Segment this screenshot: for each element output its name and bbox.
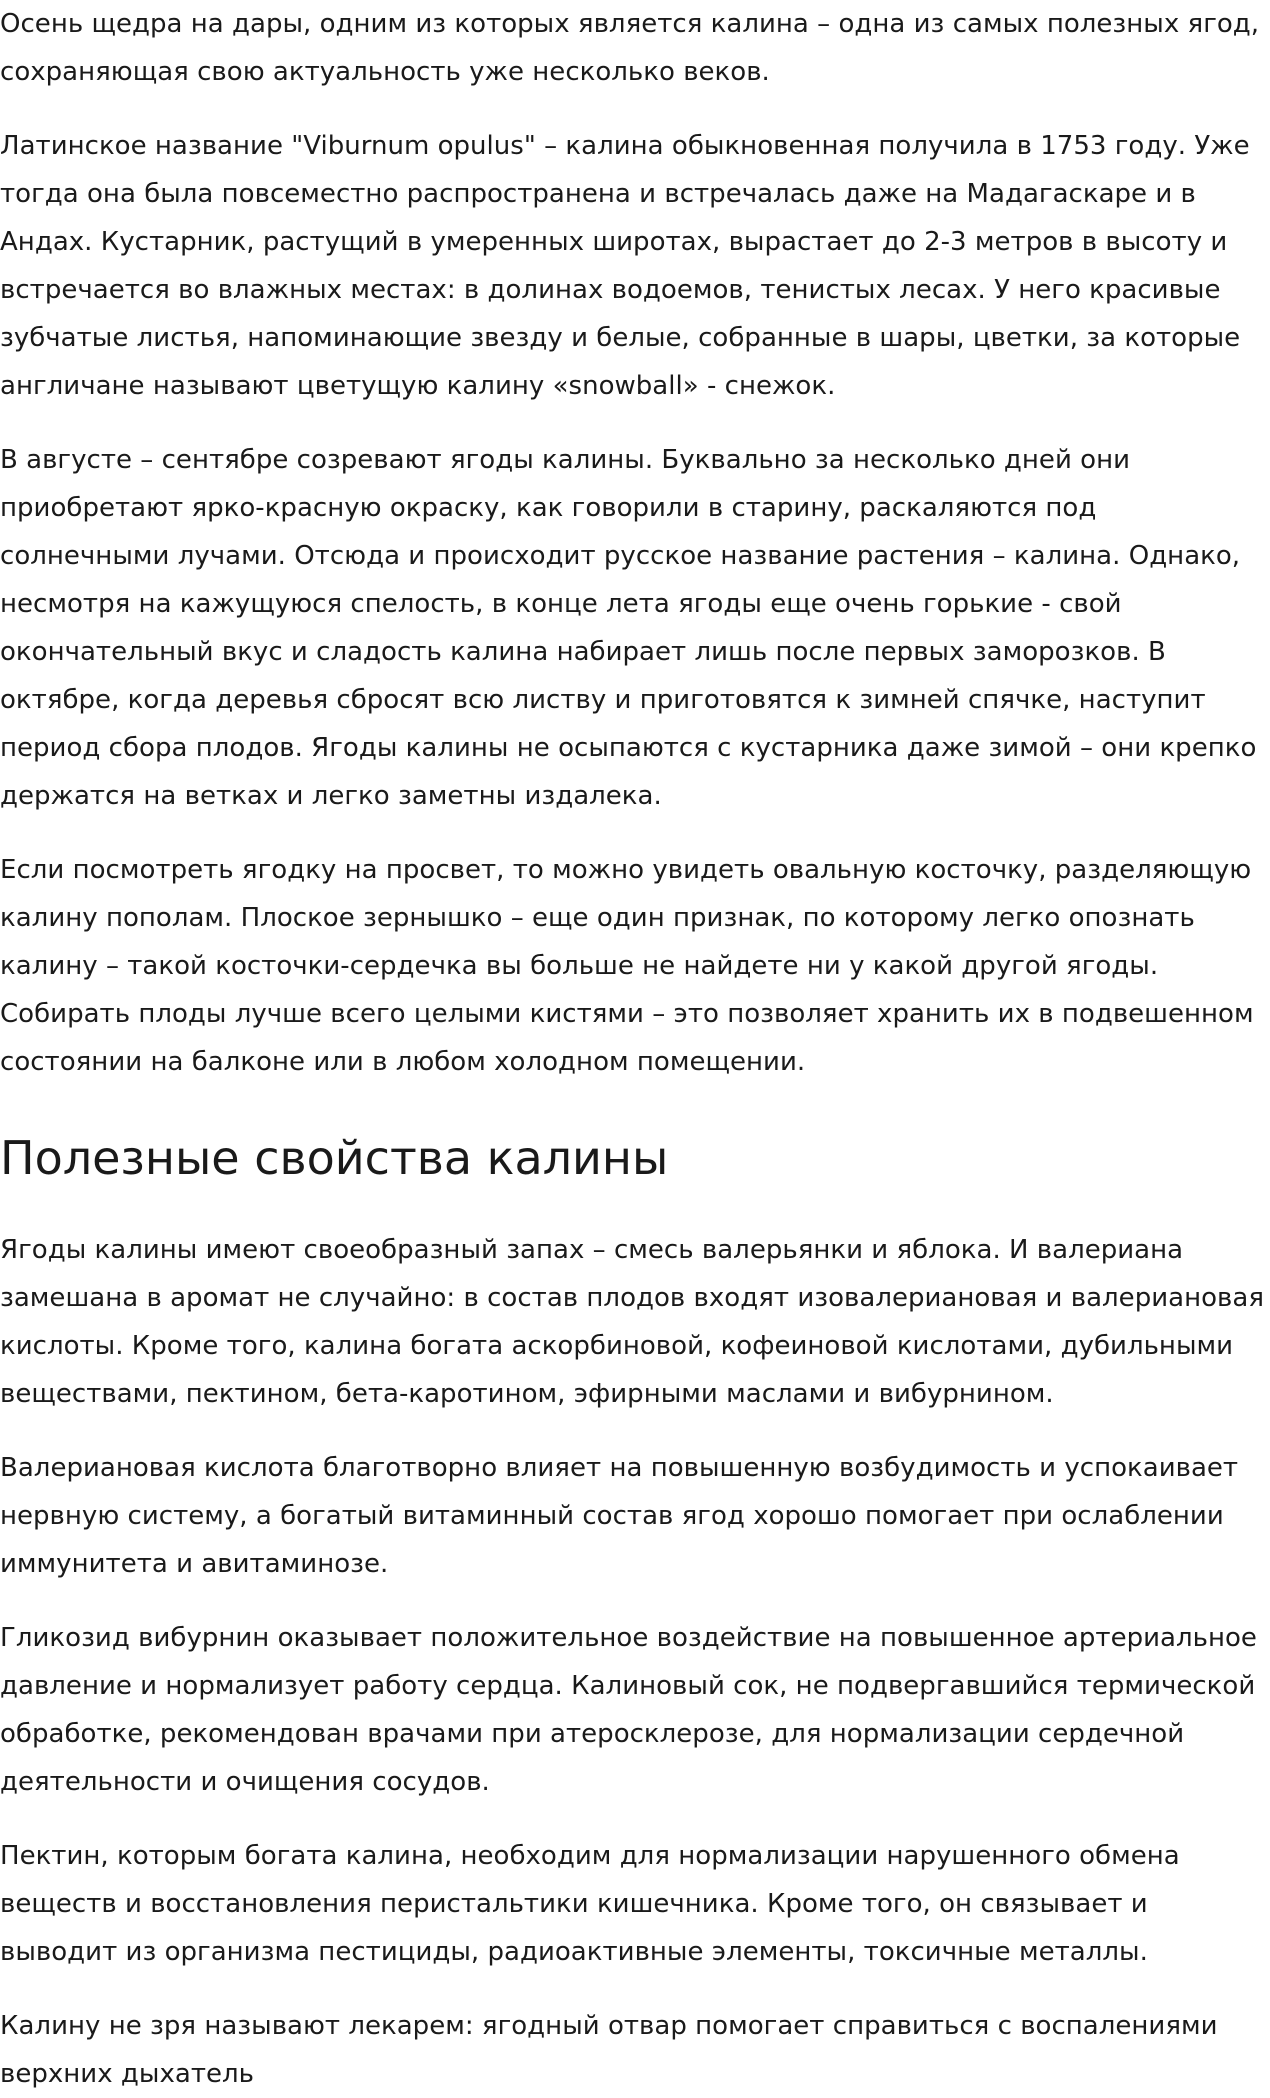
article-paragraph: Валериановая кислота благотворно влияет на повышенную возбудимость и успокаивает нервную систему, а богатый витаминный состав ягод хорошо помогает при ослаблении иммунитета и авитаминозе. xyxy=(0,1453,1239,1579)
article-paragraph: Пектин, которым богата калина, необходим для нормализации нарушенного обмена веществ и восстановления перистальтики кишечника. Кроме того, он связывает и выводит из организма пестициды, радиоактивные элементы, токсичные металлы. xyxy=(0,1841,1180,1967)
article-paragraph: Калину не зря называют лекарем: ягодный отвар помогает справиться с воспалениями верхних дыхатель xyxy=(0,2011,1218,2089)
article-paragraph: Гликозид вибурнин оказывает положительное воздействие на повышенное артериальное давление и нормализует работу сердца. Калиновый сок, не подвергавшийся термической обработке, рекомендован врачами при атеросклерозе, для нормализации сердечной деятельности и очищения сосудов. xyxy=(0,1623,1257,1797)
article-paragraph: Латинское название "Viburnum opulus" – калина обыкновенная получила в 1753 году. Уже тогда она была повсеместно распространена и встречалась даже на Мадагаскаре и в Андах. Кустарник, растущий в умеренных широтах, вырастает до 2-3 метров в высоту и встречается во влажных местах: в долинах водоемов, тенистых лесах. У него красивые зубчатые листья, напоминающие звезду и белые, собранные в шары, цветки, за которые англичане называют цветущую калину «snowball» - снежок. xyxy=(0,131,1250,401)
article-paragraph: Ягоды калины имеют своеобразный запах – смесь валерьянки и яблока. И валериана замешана в аромат не случайно: в состав плодов входят изовалериановая и валериановая кислоты. Кроме того, калина богата аскорбиновой, кофеиновой кислотами, дубильными веществами, пектином, бета-каротином, эфирными маслами и вибурнином. xyxy=(0,1235,1264,1409)
article-paragraph: В августе – сентябре созревают ягоды калины. Буквально за несколько дней они приобретают ярко-красную окраску, как говорили в старину, раскаляются под солнечными лучами. Отсюда и происходит русское название растения – калина. Однако, несмотря на кажущуюся спелость, в конце лета ягоды еще очень горькие - свой окончательный вкус и сладость калина набирает лишь после первых заморозков. В октябре, когда деревья сбросят всю листву и приготовятся к зимней спячке, наступит период сбора плодов. Ягоды калины не осыпаются с кустарника даже зимой – они крепко держатся на ветках и легко заметны издалека. xyxy=(0,445,1257,811)
article-paragraph: Осень щедра на дары, одним из которых является калина – одна из самых полезных ягод, сохраняющая свою актуальность уже несколько веков. xyxy=(0,9,1260,87)
article-paragraph: Если посмотреть ягодку на просвет, то можно увидеть овальную косточку, разделяющую калину пополам. Плоское зернышко – еще один признак, по которому легко опознать калину – такой косточки-сердечка вы больше не найдете ни у какой другой ягоды. Собирать плоды лучше всего целыми кистями – это позволяет хранить их в подвешенном состоянии на балконе или в любом холодном помещении. xyxy=(0,855,1254,1077)
section-heading: Полезные свойства калины xyxy=(0,1131,669,1185)
